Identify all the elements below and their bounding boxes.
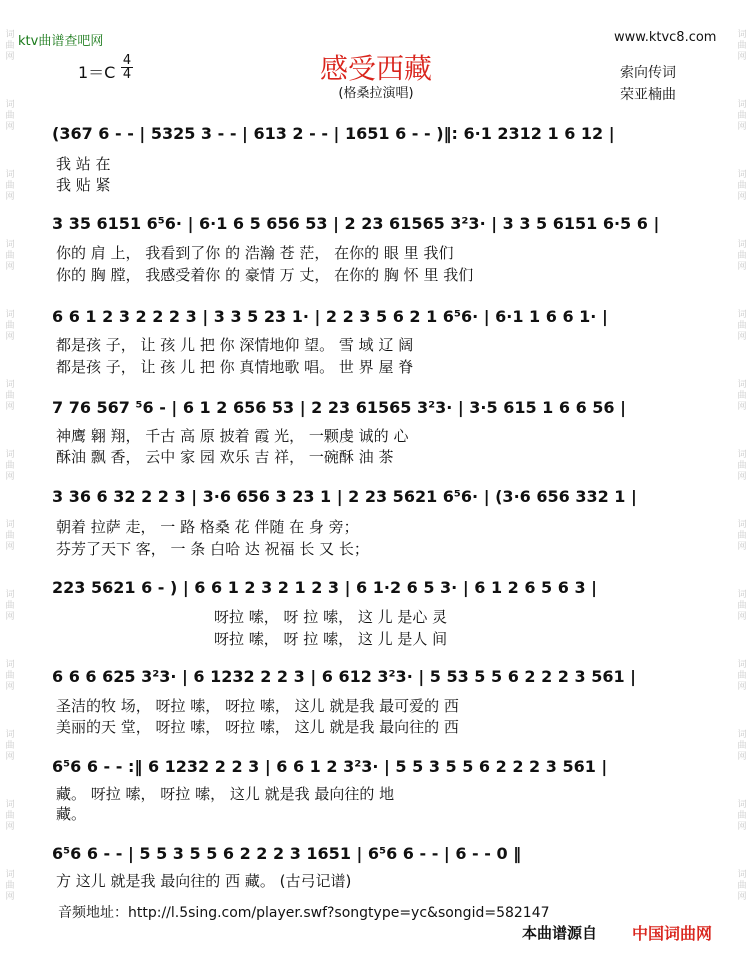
watermark-glyph: 词 [737, 380, 747, 390]
watermark-glyph-group [3, 380, 17, 450]
lyric-line: 呀拉 嗦， 呀 拉 嗦， 这 儿 是人 间 [214, 630, 448, 648]
watermark-glyph: 网 [737, 542, 747, 552]
lyric-line: 你的 胸 膛， 我感受着你 的 豪情 万 丈， 在你的 胸 怀 里 我们 [56, 266, 474, 284]
watermark-glyph-group [735, 800, 749, 870]
left-watermark-column [3, 30, 17, 940]
watermark-glyph: 曲 [737, 811, 747, 821]
lyric-line: 都是孩 子， 让 孩 儿 把 你 真情地歌 唱。 世 界 屋 脊 [56, 358, 414, 376]
watermark-glyph-group [735, 730, 749, 800]
site-watermark-right[interactable]: www.ktvc8.com [614, 30, 717, 45]
watermark-glyph: 曲 [5, 391, 15, 401]
watermark-glyph: 网 [5, 822, 15, 832]
watermark-glyph: 词 [737, 520, 747, 530]
watermark-glyph: 词 [5, 380, 15, 390]
composer-credit: 荣亚楠曲 [620, 87, 676, 103]
song-title: 感受西藏 [319, 52, 432, 85]
watermark-glyph-group [735, 590, 749, 660]
watermark-glyph-group [3, 730, 17, 800]
watermark-glyph: 网 [5, 612, 15, 622]
lyric-line: 朝着 拉萨 走， 一 路 格桑 花 伴随 在 身 旁； [56, 518, 359, 536]
lyric-line: 你的 肩 上， 我看到了你 的 浩瀚 苍 茫， 在你的 眼 里 我们 [56, 244, 454, 262]
watermark-glyph: 词 [5, 870, 15, 880]
lyric-line: 藏。 [56, 805, 87, 823]
watermark-glyph-group [735, 870, 749, 940]
watermark-glyph: 曲 [5, 251, 15, 261]
watermark-glyph: 词 [737, 240, 747, 250]
lyric-line: 酥油 飘 香， 云中 家 园 欢乐 吉 祥， 一碗酥 油 茶 [56, 448, 394, 466]
watermark-glyph: 曲 [5, 321, 15, 331]
song-subtitle: (格桑拉演唱) [338, 86, 414, 101]
lyric-line: 美丽的天 堂， 呀拉 嗦， 呀拉 嗦， 这儿 就是我 最向往的 西 [56, 718, 459, 736]
lyric-line: 呀拉 嗦， 呀 拉 嗦， 这 儿 是心 灵 [214, 608, 448, 626]
watermark-glyph: 词 [5, 520, 15, 530]
watermark-glyph: 网 [5, 122, 15, 132]
watermark-glyph: 词 [5, 590, 15, 600]
watermark-glyph: 曲 [5, 41, 15, 51]
watermark-glyph: 词 [737, 590, 747, 600]
lyric-line: 都是孩 子， 让 孩 儿 把 你 深情地仰 望。 雪 域 辽 阔 [56, 336, 414, 354]
lyric-line: 藏。 呀拉 嗦， 呀拉 嗦， 这儿 就是我 最向往的 地 [56, 785, 395, 803]
watermark-glyph: 曲 [737, 881, 747, 891]
time-signature [121, 54, 133, 81]
watermark-glyph-group [3, 240, 17, 310]
source-site-link[interactable]: 中国词曲网 [632, 924, 713, 943]
watermark-glyph: 词 [737, 310, 747, 320]
watermark-glyph: 曲 [5, 671, 15, 681]
watermark-glyph: 网 [737, 192, 747, 202]
lyric-line: 圣洁的牧 场， 呀拉 嗦， 呀拉 嗦， 这儿 就是我 最可爱的 西 [56, 697, 459, 715]
watermark-glyph: 曲 [737, 531, 747, 541]
watermark-glyph-group [3, 100, 17, 170]
watermark-glyph: 曲 [5, 461, 15, 471]
watermark-glyph: 曲 [737, 461, 747, 471]
watermark-glyph: 曲 [5, 181, 15, 191]
watermark-glyph: 网 [737, 612, 747, 622]
watermark-glyph: 曲 [737, 391, 747, 401]
watermark-glyph: 网 [5, 192, 15, 202]
watermark-glyph: 网 [737, 332, 747, 342]
lyricist-credit: 索向传词 [620, 65, 676, 81]
watermark-glyph: 词 [5, 660, 15, 670]
notation-line: 6⁵6 6 - - | 5 5 3 5 5 6 2 2 2 3 1651 | 6⁵6 6 - - | 6 - - 0 ‖ [52, 844, 522, 863]
watermark-glyph: 网 [737, 822, 747, 832]
watermark-glyph: 曲 [737, 41, 747, 51]
watermark-glyph: 网 [5, 682, 15, 692]
watermark-glyph: 词 [737, 30, 747, 40]
watermark-glyph: 曲 [737, 601, 747, 611]
audio-url[interactable]: 音频地址：http://l.5sing.com/player.swf?songtype=yc&songid=582147 [58, 905, 550, 921]
watermark-glyph: 网 [5, 892, 15, 902]
watermark-glyph-group [735, 310, 749, 380]
watermark-glyph: 曲 [5, 111, 15, 121]
notation-line: 223 5621 6 - ) | 6 6 1 2 3 2 1 2 3 | 6 1·2 6 5 3· | 6 1 2 6 5 6 3 | [52, 578, 598, 597]
watermark-glyph: 曲 [737, 321, 747, 331]
watermark-glyph: 词 [737, 100, 747, 110]
right-watermark-column [735, 30, 749, 940]
watermark-glyph: 网 [737, 752, 747, 762]
watermark-glyph: 词 [5, 450, 15, 460]
watermark-glyph: 网 [5, 542, 15, 552]
watermark-glyph: 词 [5, 240, 15, 250]
notation-line: 6⁵6 6 - - :‖ 6 1232 2 2 3 | 6 6 1 2 3²3· | 5 5 3 5 5 6 2 2 2 3 561 | [52, 757, 608, 776]
watermark-glyph: 曲 [5, 881, 15, 891]
watermark-glyph-group [3, 590, 17, 660]
watermark-glyph: 网 [737, 892, 747, 902]
watermark-glyph-group [735, 520, 749, 590]
watermark-glyph: 网 [5, 262, 15, 272]
watermark-glyph-group [735, 660, 749, 730]
watermark-glyph: 曲 [737, 111, 747, 121]
watermark-glyph: 词 [737, 170, 747, 180]
watermark-glyph: 网 [5, 402, 15, 412]
notation-line: 7 76 567 ⁵6 - | 6 1 2 656 53 | 2 23 61565 3²3· | 3·5 615 1 6 6 56 | [52, 398, 626, 417]
watermark-glyph: 曲 [5, 531, 15, 541]
watermark-glyph: 词 [737, 800, 747, 810]
watermark-glyph: 网 [737, 682, 747, 692]
notation-line: 3 36 6 32 2 2 3 | 3·6 656 3 23 1 | 2 23 5621 6⁵6· | (3·6 656 332 1 | [52, 487, 637, 506]
lyric-line: 神鹰 翱 翔， 千古 高 原 披着 霞 光， 一颗虔 诚的 心 [56, 427, 409, 445]
notation-line: 6 6 6 625 3²3· | 6 1232 2 2 3 | 6 612 3²3· | 5 53 5 5 6 2 2 2 3 561 | [52, 667, 637, 686]
watermark-glyph: 词 [5, 310, 15, 320]
watermark-glyph: 曲 [737, 741, 747, 751]
watermark-glyph-group [3, 660, 17, 730]
watermark-glyph: 词 [5, 730, 15, 740]
watermark-glyph: 曲 [5, 601, 15, 611]
watermark-glyph: 词 [737, 730, 747, 740]
watermark-glyph: 词 [5, 30, 15, 40]
watermark-glyph: 曲 [5, 741, 15, 751]
time-signature-top: 4 [122, 53, 132, 68]
watermark-glyph-group [3, 170, 17, 240]
watermark-glyph-group [735, 450, 749, 520]
watermark-glyph-group [3, 800, 17, 870]
source-label: 本曲谱源自 [522, 924, 598, 942]
watermark-glyph-group [735, 170, 749, 240]
watermark-glyph: 曲 [737, 181, 747, 191]
lyric-line: 方 这儿 就是我 最向往的 西 藏。 (古弓记谱) [56, 872, 352, 890]
watermark-glyph-group [3, 450, 17, 520]
watermark-glyph-group [3, 310, 17, 380]
watermark-glyph-group [735, 100, 749, 170]
watermark-glyph-group [735, 240, 749, 310]
notation-line: (367 6 - - | 5325 3 - - | 613 2 - - | 1651 6 - - )‖: 6·1 2312 1 6 12 | [52, 124, 615, 143]
lyric-line: 我 贴 紧 [56, 176, 111, 194]
watermark-glyph: 网 [5, 472, 15, 482]
watermark-glyph: 网 [5, 752, 15, 762]
watermark-glyph-group [3, 520, 17, 590]
watermark-glyph: 词 [5, 170, 15, 180]
watermark-glyph: 网 [737, 472, 747, 482]
site-watermark-left[interactable]: ktv曲谱查吧网 [18, 34, 104, 49]
watermark-glyph: 词 [737, 870, 747, 880]
watermark-glyph: 词 [5, 100, 15, 110]
watermark-glyph: 词 [737, 450, 747, 460]
key-signature: 1＝C [78, 63, 116, 82]
watermark-glyph: 网 [737, 402, 747, 412]
watermark-glyph: 词 [5, 800, 15, 810]
watermark-glyph: 网 [737, 262, 747, 272]
watermark-glyph: 网 [5, 332, 15, 342]
watermark-glyph: 曲 [737, 671, 747, 681]
notation-line: 6 6 1 2 3 2 2 2 3 | 3 3 5 23 1· | 2 2 3 5 6 2 1 6⁵6· | 6·1 1 6 6 1· | [52, 307, 608, 326]
watermark-glyph-group [735, 380, 749, 450]
watermark-glyph-group [3, 870, 17, 940]
watermark-glyph: 曲 [737, 251, 747, 261]
time-signature-bottom: 4 [122, 67, 132, 82]
watermark-glyph: 网 [737, 52, 747, 62]
lyric-line: 芬芳了天下 客， 一 条 白哈 达 祝福 长 又 长； [56, 540, 369, 558]
watermark-glyph: 曲 [5, 811, 15, 821]
lyric-line: 我 站 在 [56, 155, 111, 173]
watermark-glyph: 网 [5, 52, 15, 62]
watermark-glyph: 网 [737, 122, 747, 132]
notation-line: 3 35 6151 6⁵6· | 6·1 6 5 656 53 | 2 23 61565 3²3· | 3 3 5 6151 6·5 6 | [52, 214, 660, 233]
watermark-glyph: 词 [737, 660, 747, 670]
